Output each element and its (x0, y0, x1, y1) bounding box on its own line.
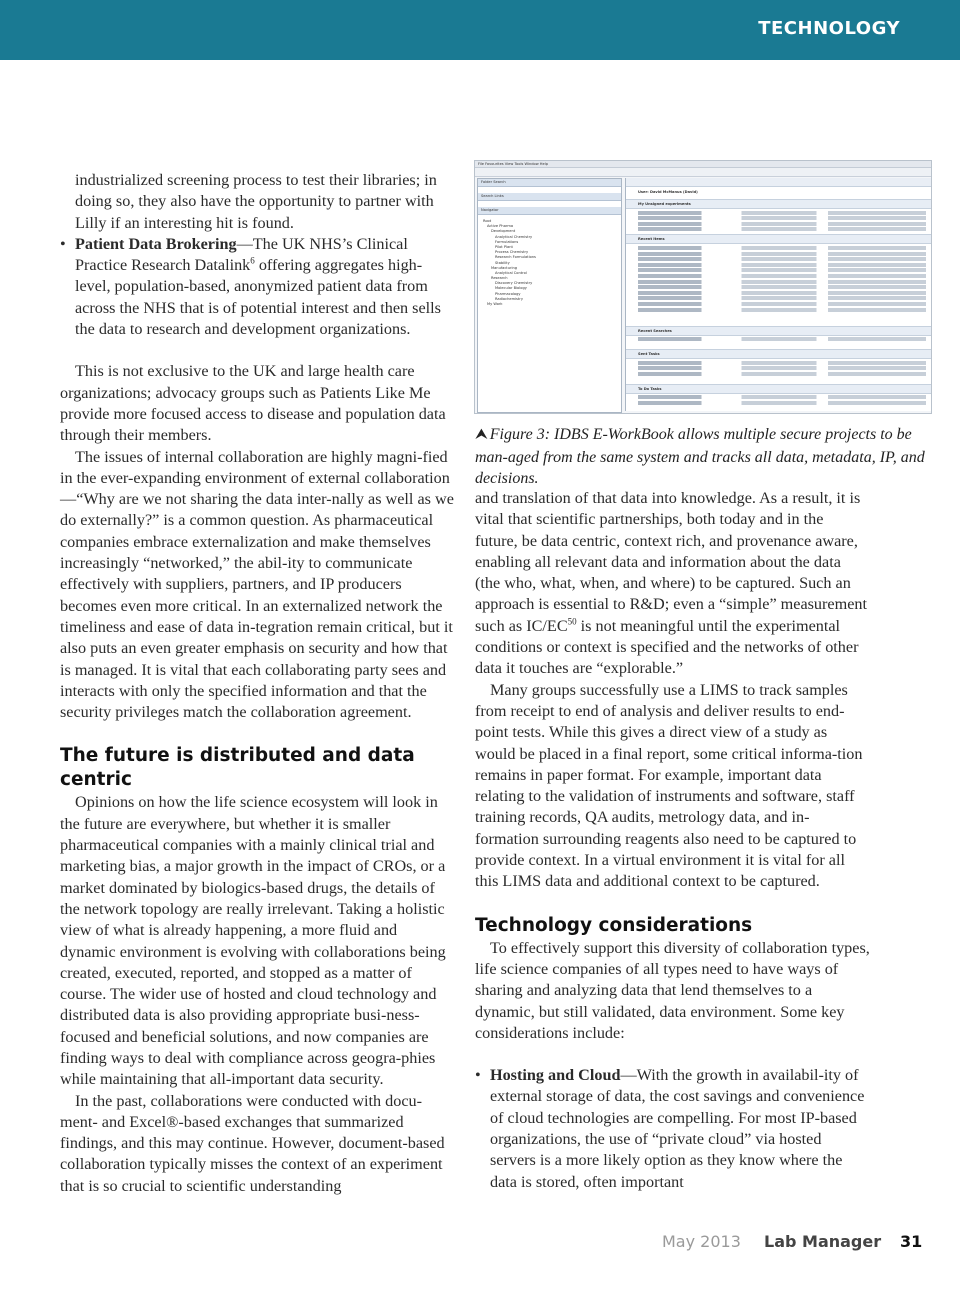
figure-tree-item: Research (491, 276, 508, 281)
hosting-cloud-bullet: • Hosting and Cloud—With the growth in availabil-ity of external storage of data, the cost savings and convenience of cloud technologies are compelling. For most IP-based organizations, the use of “private cloud” via hosted servers is a more likely option as they know where the data is stored, often important (475, 1065, 870, 1193)
footnote-ref: 6 (250, 255, 255, 266)
figure-tree-item: Process Chemistry (495, 250, 529, 255)
patient-data-bullet: • Patient Data Brokering—The UK NHS’s Clinical Practice Research Datalink$^6$ offering aggregates high-level, population-based, anonymized patient data from across the NHS that is of potential interest and then sells the data to research and development organizations. (60, 234, 455, 340)
figure-tree-item: Stability (495, 260, 510, 265)
paragraph: Opinions on how the life science ecosystem will look in the future are everywhere, but whether it is smaller pharmaceutical companies with a mainly clinical trial and marketing bias, a major growth in the impact of CROs, or a market dominated by biologics-based drugs, the details of the network topology are really irrelevant. Taking a holistic view of what is already happening, a more fluid and dynamic environment is evolving with collaborations being created, executed, reported, and stopped as a matter of course. The wider use of hosted and cloud technology and distributed data is also providing appropriate busi-ness-focused and beneficial solutions, and now companies are finding ways to deal with compliance across geogra-phies while maintaining that all-important data security. (60, 793, 446, 1089)
figure-panel-title: Folder Search (478, 179, 621, 187)
figure-section-title: Recent Searches (626, 326, 932, 336)
caption-arrow-icon: ⮝ (475, 427, 488, 443)
figure-tree-item: Root (483, 219, 492, 223)
section-label: TECHNOLOGY (758, 18, 900, 39)
right-column (475, 488, 870, 1193)
figure-tree-item: Development (491, 229, 516, 234)
left-bullet-list (60, 170, 455, 340)
figure-section-title: My Unsigned experiments (626, 199, 932, 209)
figure-panel-title: Search Links (478, 193, 621, 201)
figure-section-title: Recent Items (626, 234, 932, 244)
figure-tree-item: Manufacturing (491, 265, 518, 270)
right-bullet-list (475, 1065, 870, 1193)
bullet-term: Hosting and Cloud (490, 1066, 621, 1085)
figure-toolbar (475, 168, 931, 177)
page-number: 31 (900, 1232, 923, 1251)
figure-user-label: User: David McManus (David) (638, 190, 698, 194)
paragraph: In the past, collaborations were conducted with docu-ment- and Excel®-based exchanges that summarized findings, and this may continue. However, document-based collaboration typically misses the context of an experiment that is so crucial to scientific understanding (60, 1091, 445, 1195)
footer-brand: Lab Manager (764, 1232, 882, 1251)
figure-navigator-panel (477, 178, 622, 413)
figure-tree-item: Analytical Control (495, 270, 527, 275)
figure-tree-item: Pharmacology (495, 291, 521, 296)
figure-caption (475, 424, 935, 490)
figure-tree-item: Pilot Plant (495, 244, 513, 249)
figure-screenshot (474, 160, 932, 414)
subscript-ref: 50 (567, 616, 577, 627)
section-heading: Technology considerations (475, 914, 753, 936)
left-column (60, 170, 455, 1197)
paragraph: This is not exclusive to the UK and large health care organizations; advocacy groups such as Patients Like Me provide more focused access to disease and population data through their members. (60, 362, 446, 445)
paragraph: and translation of that data into knowledge. As a result, it is vital that scientific partnerships, both today and in the future, be data centric, context rich, and provenance aware, enabling all relevant data and information about the data (the who, what, when, and where) to be captured. Such an approach is essential to R&D; even a “simple” measurement such as IC/EC$^{50}$ is not meaningful until the experimental conditions or context is specified and the networks of other data it touches are “explorable.” (475, 489, 867, 678)
section-banner (0, 0, 960, 60)
figure-menu-bar: File Favourites View Tools Window Help (475, 161, 931, 168)
figure-tree-item: Radiochemistry (495, 296, 523, 301)
figure-tree-item: Research Formulations (495, 255, 536, 260)
figure-tree-item: Analytical Chemistry (495, 234, 533, 239)
lilly-bullet-continuation: industrialized screening process to test their libraries; in doing so, they also have the opportunity to partner with Lilly if an interesting hit is found. (75, 171, 437, 232)
footer-date: May 2013 (662, 1232, 741, 1251)
figure-panel-title: Navigator (478, 207, 621, 215)
figure-section-title: To Do Tasks (626, 384, 932, 394)
section-heading: The future is distributed and data centric (60, 745, 415, 791)
figure-section-title: Sent Tasks (626, 349, 932, 359)
paragraph: To effectively support this diversity of collaboration types, life science companies of all types need to have ways of sharing and analyzing data that lend themselves to a dynamic, but still validated, data environment. Some key considerations include: (475, 938, 870, 1042)
figure-tree-item: Molecular Biology (495, 286, 527, 291)
paragraph: Many groups successfully use a LIMS to track samples from receipt to end of analysis and deliver results to end-point tests. While this gives a direct view of a study as would be placed in a final report, some critical informa-tion remains in paper format. For example, important data relating to the validation of instruments and software, staff training records, QA audits, metrology data, and in-formation surrounding reagents also need to be captured to provide context. In a virtual environment it is vital for all this LIMS data and additional context to be captured. (475, 680, 863, 891)
figure-tree-item: Active Pharma (487, 224, 514, 229)
bullet-term: Patient Data Brokering (75, 234, 237, 253)
figure-home-page (625, 178, 932, 411)
figure-tree-item: Formulations (495, 239, 519, 244)
figure-tree-item: My Work (487, 302, 503, 306)
paragraph: The issues of internal collaboration are highly magni-fied in the ever-expanding environment of external collaboration—“Why are we not sharing the data inter-nally as well as we do externally?” is a common question. As pharmaceutical companies embrace externalization and make themselves increasingly “networked,” the abil-ity to communicate effectively with suppliers, partners, and IP producers becomes even more critical. In an externalized network the timeliness and ease of data in-tegration remain critical, but it also puts an even greater emphasis on security and how that is managed. It is vital that each collaborating party sees and interacts with only the specified information and that the security privileges match the collaboration agreement. (60, 447, 454, 722)
figure-tree-item: Discovery Chemistry (495, 281, 533, 286)
caption-text: Figure 3: IDBS E-WorkBook allows multiple secure projects to be man-aged from the same system and tracks all data, metadata, IP, and decisions. (475, 426, 925, 487)
